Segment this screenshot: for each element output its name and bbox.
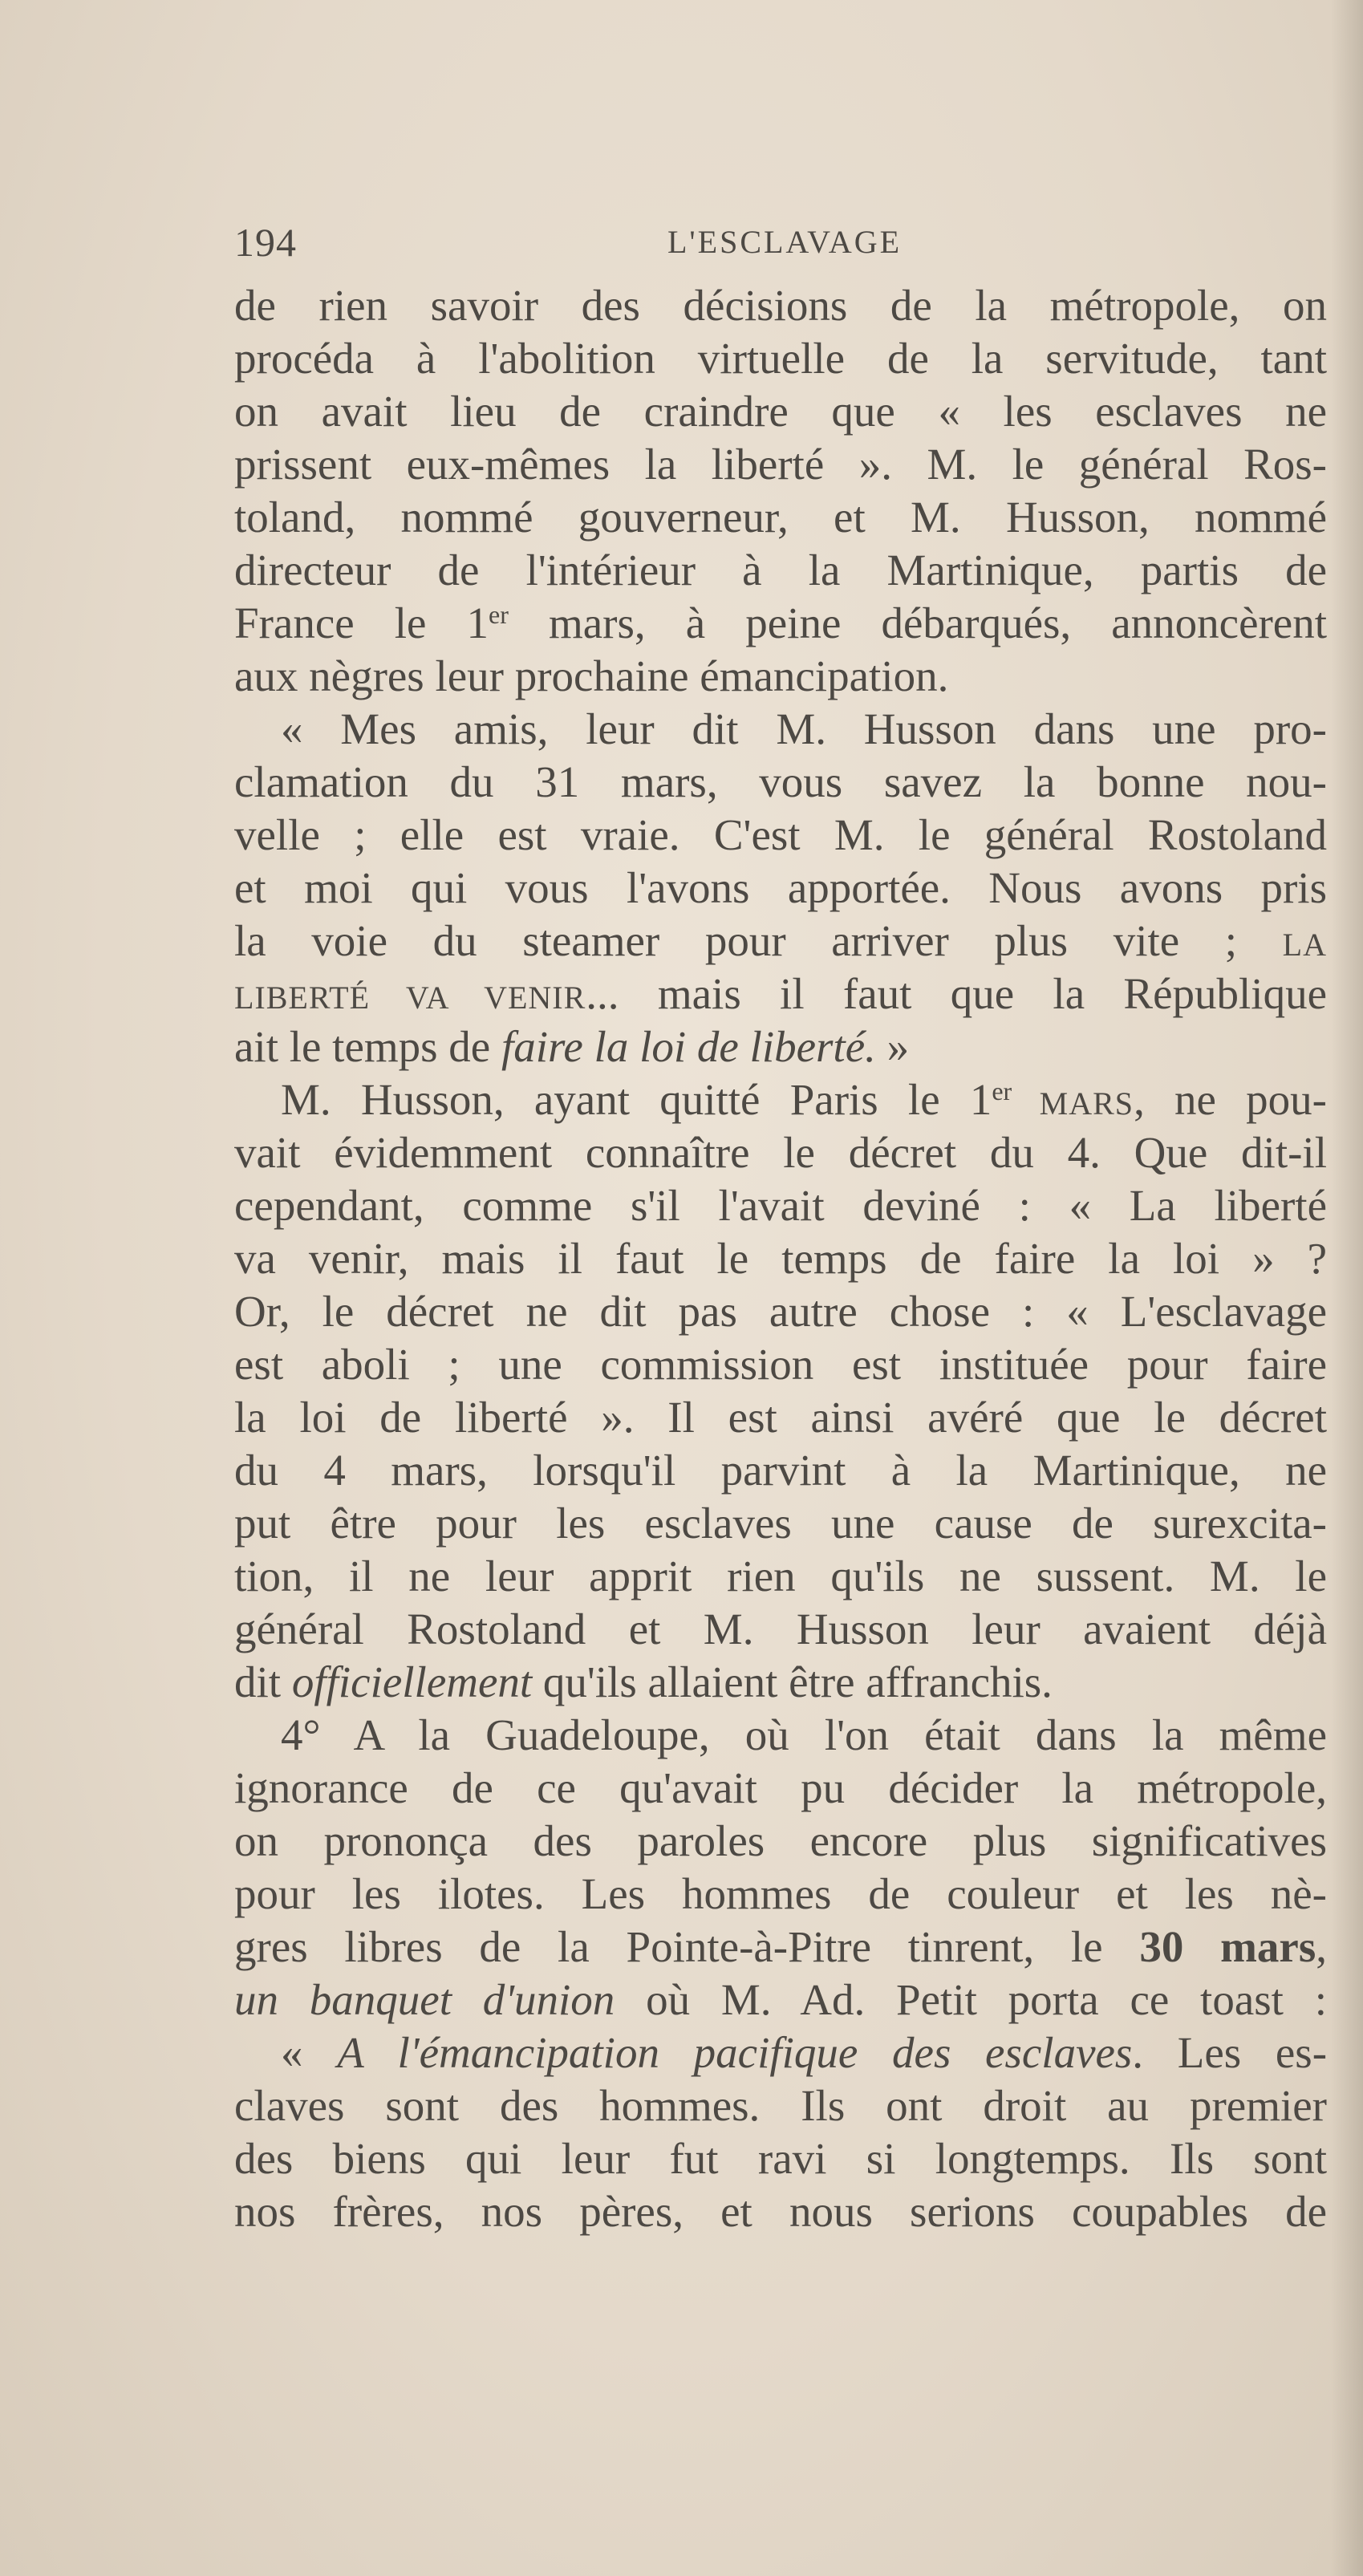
text-line: va venir, mais il faut le temps de faire la loi » ? xyxy=(234,1234,1327,1283)
page-header xyxy=(234,218,1327,266)
text-line: M. Husson, ayant quitté Paris le 1er MARS, ne pou- xyxy=(281,1075,1327,1124)
text-line: 4° A la Guadeloupe, où l'on était dans la même xyxy=(281,1710,1327,1759)
text-line: dit officiellement qu'ils allaient être affranchis. xyxy=(234,1657,1053,1706)
text-line: put être pour les esclaves une cause de surexcita- xyxy=(234,1499,1327,1548)
text-line: général Rostoland et M. Husson leur avaient déjà xyxy=(234,1604,1327,1653)
text-line: toland, nommé gouverneur, et M. Husson, nommé xyxy=(234,493,1327,542)
text-line: aux nègres leur prochaine émancipation. xyxy=(234,651,949,700)
text-line: ignorance de ce qu'avait pu décider la métropole, xyxy=(234,1763,1327,1812)
text-line: prissent eux-mêmes la liberté ». M. le général Ros- xyxy=(234,440,1327,489)
text-line: on prononça des paroles encore plus significatives xyxy=(234,1816,1327,1865)
text-line: des biens qui leur fut ravi si longtemps. Ils sont xyxy=(234,2134,1327,2183)
text-line: clamation du 31 mars, vous savez la bonne nou- xyxy=(234,757,1327,806)
running-title: L'ESCLAVAGE xyxy=(667,224,903,260)
text-line: on avait lieu de craindre que « les esclaves ne xyxy=(234,387,1327,436)
text-line: directeur de l'intérieur à la Martinique, partis de xyxy=(234,546,1327,594)
text-line: France le 1er mars, à peine débarqués, annoncèrent xyxy=(234,598,1327,647)
text-line: gres libres de la Pointe-à-Pitre tinrent, le 30 mars, xyxy=(234,1922,1327,1971)
text-line: du 4 mars, lorsqu'il parvint à la Martinique, ne xyxy=(234,1446,1327,1495)
text-line: vait évidemment connaître le décret du 4. Que dit-il xyxy=(234,1128,1327,1177)
text-line: claves sont des hommes. Ils ont droit au premier xyxy=(234,2081,1327,2130)
text-line: « A l'émancipation pacifique des esclaves. Les es- xyxy=(281,2028,1327,2077)
text-line: ait le temps de faire la loi de liberté. » xyxy=(234,1022,910,1071)
text-line: procéda à l'abolition virtuelle de la servitude, tant xyxy=(234,334,1327,383)
text-line: velle ; elle est vraie. C'est M. le général Rostoland xyxy=(234,810,1327,859)
text-line: est aboli ; une commission est instituée pour faire xyxy=(234,1340,1327,1389)
text-line: « Mes amis, leur dit M. Husson dans une pro- xyxy=(281,704,1327,753)
text-line: la voie du steamer pour arriver plus vite ; LA xyxy=(234,916,1327,965)
text-line: pour les ilotes. Les hommes de couleur et les nè- xyxy=(234,1869,1327,1918)
text-line: tion, il ne leur apprit rien qu'ils ne sussent. M. le xyxy=(234,1552,1327,1600)
text-line: cependant, comme s'il l'avait deviné : « La liberté xyxy=(234,1181,1327,1230)
body-text xyxy=(234,279,1327,2238)
page-edge-shadow xyxy=(1331,0,1363,2576)
text-line: et moi qui vous l'avons apportée. Nous avons pris xyxy=(234,863,1327,912)
page-number: 194 xyxy=(234,220,297,265)
text-line: de rien savoir des décisions de la métropole, on xyxy=(234,281,1327,330)
text-line: Or, le décret ne dit pas autre chose : « L'esclavage xyxy=(234,1287,1327,1336)
text-line: un banquet d'union où M. Ad. Petit porta ce toast : xyxy=(234,1975,1327,2024)
text-line: la loi de liberté ». Il est ainsi avéré que le décret xyxy=(234,1393,1327,1442)
text-line: nos frères, nos pères, et nous serions coupables de xyxy=(234,2187,1327,2236)
text-line: LIBERTÉ VA VENIR... mais il faut que la République xyxy=(234,969,1327,1018)
